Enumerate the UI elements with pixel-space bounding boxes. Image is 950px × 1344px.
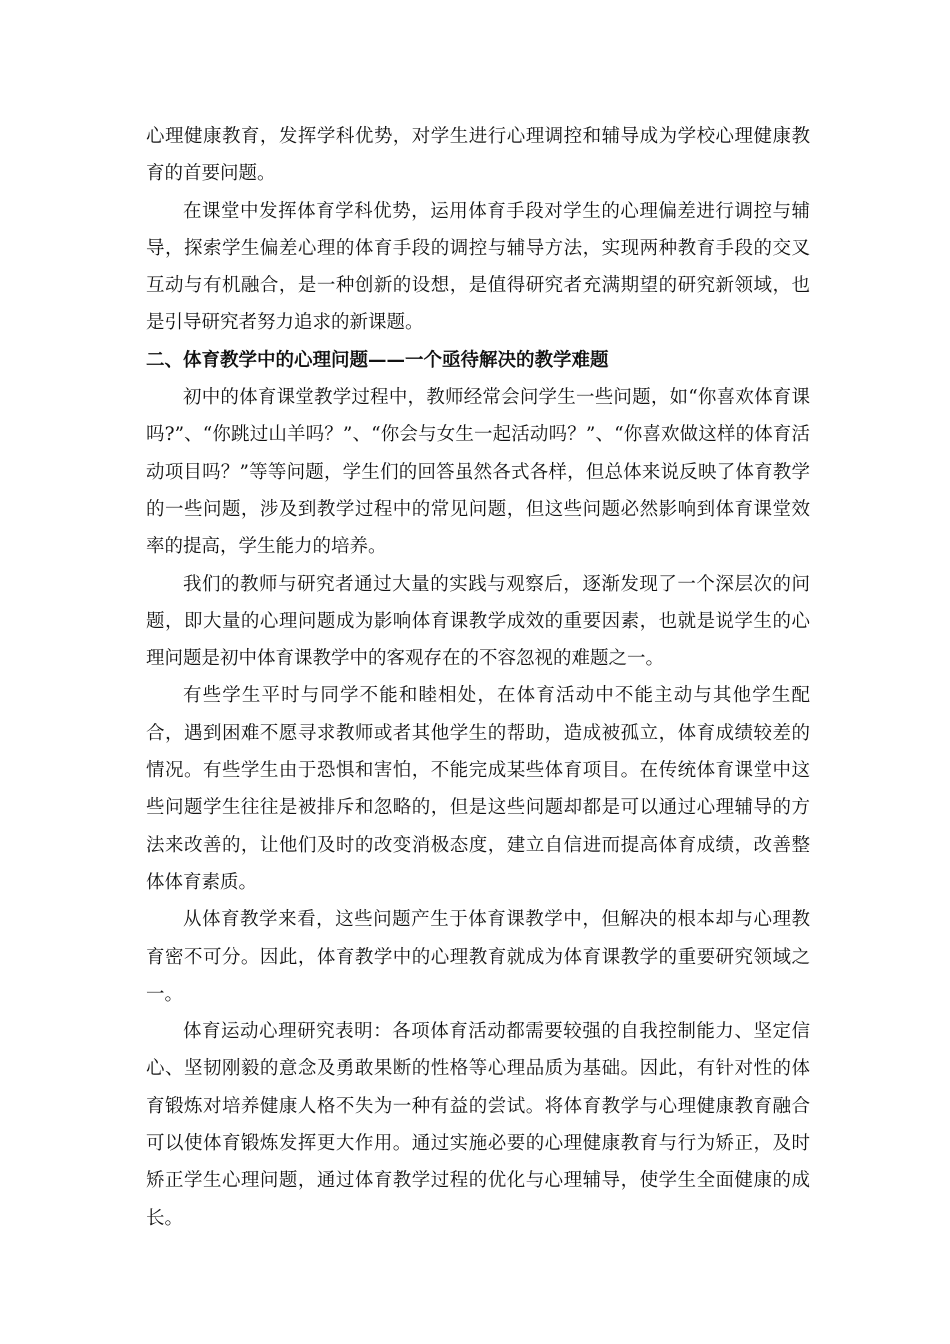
paragraph-psychology: 体育运动心理研究表明：各项体育活动都需要较强的自我控制能力、坚定信心、坚韧刚毅的意念及勇敢果断的性格等心理品质为基础。因此，有针对性的体育锻炼对培养健康人格不失为一种有益的尝试。将体育教学与心理健康教育融合可以使体育锻炼发挥更大作用。通过实施必要的心理健康教育与行为矫正，及时矫正学生心理问题，通过体育教学过程的优化与心理辅导，使学生全面健康的成长。 [146, 1021, 810, 1229]
paragraph-research: 我们的教师与研究者通过大量的实践与观察后，逐渐发现了一个深层次的问题，即大量的心理问题成为影响体育课教学成效的重要因素，也就是说学生的心理问题是初中体育课教学中的客观存在的不容忽视的难题之一。 [146, 573, 810, 670]
section-heading: 二、体育教学中的心理问题——一个亟待解决的教学难题 [146, 349, 609, 371]
paragraph-questions: 初中的体育课堂教学过程中，教师经常会问学生一些问题，如“你喜欢体育课吗?”、“你跳过山羊吗？”、“你会与女生一起活动吗？”、“你喜欢做这样的体育活动项目吗？”等等问题，学生们的回答虽然各式各样，但总体来说反映了体育教学的一些问题，涉及到教学过程中的常见问题，但这些问题必然影响到体育课堂效率的提高，学生能力的培养。 [146, 387, 810, 558]
paragraph-students: 有些学生平时与同学不能和睦相处，在体育活动中不能主动与其他学生配合，遇到困难不愿寻求教师或者其他学生的帮助，造成被孤立，体育成绩较差的情况。有些学生由于恐惧和害怕，不能完成某些体育项目。在传统体育课堂中这些问题学生往往是被排斥和忽略的，但是这些问题却都是可以通过心理辅导的方法来改善的，让他们及时的改变消极态度，建立自信进而提高体育成绩，改善整体体育素质。 [146, 685, 810, 893]
paragraph-teaching: 从体育教学来看，这些问题产生于体育课教学中，但解决的根本却与心理教育密不可分。因此，体育教学中的心理教育就成为体育课教学的重要研究领域之一。 [146, 909, 810, 1005]
paragraph-innovation: 在课堂中发挥体育学科优势，运用体育手段对学生的心理偏差进行调控与辅导，探索学生偏差心理的体育手段的调控与辅导方法，实现两种教育手段的交叉互动与有机融合，是一种创新的设想，是值得研究者充满期望的研究新领域，也是引导研究者努力追求的新课题。 [146, 200, 810, 334]
paragraph-continuation: 心理健康教育，发挥学科优势，对学生进行心理调控和辅导成为学校心理健康教育的首要问题。 [146, 126, 810, 185]
document-page [146, 118, 810, 1237]
